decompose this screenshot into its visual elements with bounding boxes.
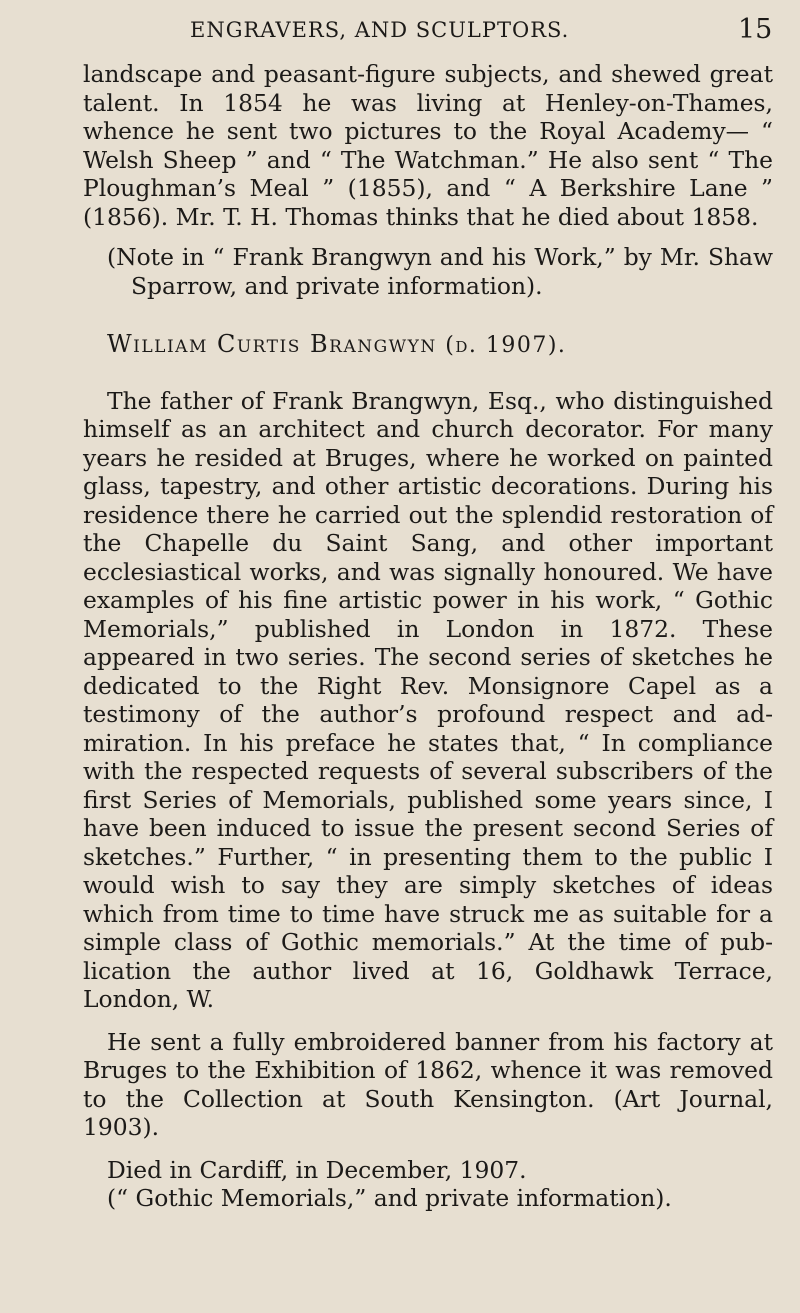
- page-number: 15: [738, 14, 773, 45]
- entry-heading-date: (d. 1907).: [445, 333, 567, 358]
- source-note-final: (“ Gothic Memorials,” and private information).: [107, 1184, 672, 1212]
- source-note: (Note in “ Frank Brangwyn and his Work,” by Mr. Shaw Sparrow, and private information).: [107, 243, 773, 300]
- running-title: ENGRAVERS, AND SCULPTORS.: [190, 18, 570, 42]
- body-text: [83, 60, 773, 1213]
- entry-heading: [83, 330, 773, 361]
- entry-heading-name: William Curtis Brangwyn: [107, 330, 437, 358]
- paragraph-continued: landscape and peasant-figure subjects, and shewed great talent. In 1854 he was living at Henley-on-Thames, whence he sent two pictures to the Royal Academy— “ Welsh Sheep ” and “ The Watchman.” He also sent “ The Ploughman’s Meal ” (1855), and “ A Berkshire Lane ” (1856). Mr. T. H. Thomas thinks that he died about 1858.: [83, 60, 773, 231]
- paragraph-biography: The father of Frank Brangwyn, Esq., who distinguished himself as an architect and church decorator. For many years he resided at Bruges, where he worked on painted glass, tapestry, and other artistic decorations. During his residence there he carried out the splendid restoration of the Chapelle du Saint Sang, and other important ecclesiastical works, and was signally honoured. We have examples of his fine artistic power in his work, “ Gothic Memorials,” published in London in 1872. These appeared in two series. The second series of sketches he dedicated to the Right Rev. Monsignore Capel as a testimony of the author’s profound respect and admiration. In his preface he states that, “ In compliance with the respected requests of several subscribers of the first Series of Memorials, published some years since, I have been induced to issue the present second Series of sketches.” Further, “ in presenting them to the public I would wish to say they are simply sketches of ideas which from time to time have struck me as suitable for a simple class of Gothic memorials.” At the time of publication the author lived at 16, Goldhawk Terrace, London, W.: [83, 386, 773, 1013]
- paragraph-banner: He sent a fully embroidered banner from his factory at Bruges to the Exhibition of 1862, whence it was removed to the Collection at South Kensington. (Art Journal, 1903).: [83, 1027, 773, 1141]
- paragraph-death: Died in Cardiff, in December, 1907.: [107, 1155, 527, 1184]
